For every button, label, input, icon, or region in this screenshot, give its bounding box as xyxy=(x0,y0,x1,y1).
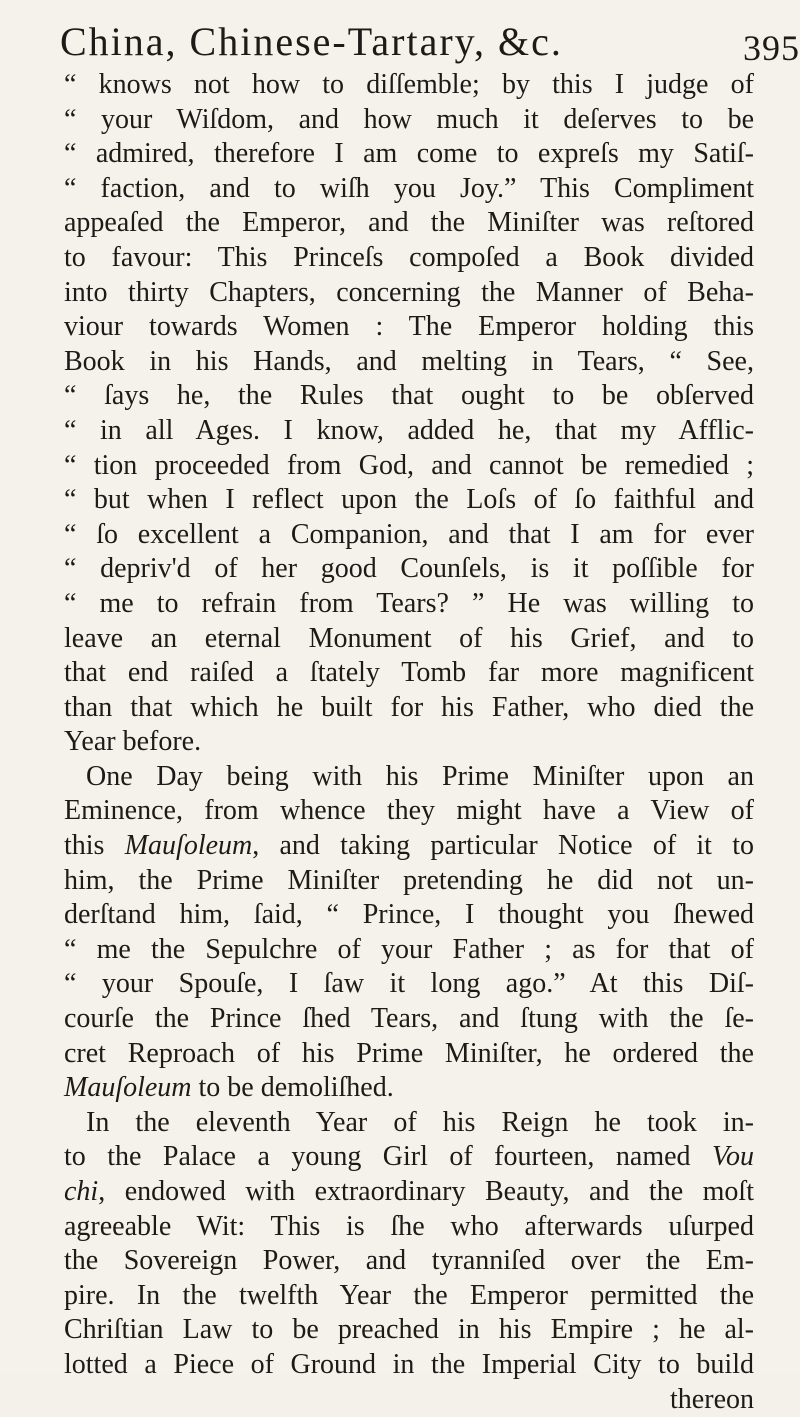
text-line: appeaſed the Emperor, and the Miniſter was reſtored xyxy=(64,207,754,239)
italic-word: chi xyxy=(64,1176,99,1207)
text-line: the Sovereign Power, and tyranniſed over the Em- xyxy=(64,1245,754,1277)
text-line: “ knows not how to diſſemble; by this I judge of xyxy=(64,69,754,100)
page-header xyxy=(60,16,800,68)
text-line: Chriſtian Law to be preached in his Empire ; he al- xyxy=(64,1314,754,1346)
text-fragment: this xyxy=(64,830,125,862)
text-line: him, the Prime Miniſter pretending he did not un- xyxy=(64,864,754,896)
text-line: agreeable Wit: This is ſhe who afterwards uſurped xyxy=(64,1210,754,1242)
running-title: China, Chinese-Tartary, &c. xyxy=(60,19,563,64)
text-line: “ your Spouſe, I ſaw it long ago.” At this Diſ- xyxy=(64,968,754,1000)
text-line: “ admired, therefore I am come to expreſs my Satiſ- xyxy=(64,138,754,170)
italic-word: Mauſoleum xyxy=(124,830,253,862)
text-line: “ but when I reflect upon the Loſs of ſo faithful and xyxy=(64,484,754,516)
text-line: courſe the Prince ſhed Tears, and ſtung with the ſe- xyxy=(64,1003,754,1035)
text-line: than that which he built for his Father, who died the xyxy=(64,691,754,723)
catchword: thereon xyxy=(670,1383,754,1415)
text-line: leave an eternal Monument of his Grief, and to xyxy=(64,622,754,654)
text-line: “ depriv'd of her good Counſels, is it poſſible for xyxy=(64,553,754,585)
text-line: to favour: This Princeſs compoſed a Book divided xyxy=(64,241,754,273)
italic-word: Mauſoleum xyxy=(64,1072,192,1104)
text-line xyxy=(64,1175,754,1210)
text-line: “ tion proceeded from God, and cannot be remedied ; xyxy=(64,449,754,481)
text-fragment: , and taking particular Notice of it to xyxy=(252,830,754,862)
text-line: “ in all Ages. I know, added he, that my Afflic- xyxy=(64,414,754,446)
page-number: 395 xyxy=(743,28,800,68)
text-line: Book in his Hands, and melting in Tears, “ See, xyxy=(64,345,754,377)
text-fragment: , endowed with extraordinary Beauty, and the moſt xyxy=(98,1176,754,1207)
text-line: derſtand him, ſaid, “ Prince, I thought you ſhewed xyxy=(64,899,754,931)
text-line: lotted a Piece of Ground in the Imperial City to build xyxy=(64,1348,754,1380)
text-line: “ me the Sepulchre of your Father ; as for that of xyxy=(64,933,754,965)
text-line: “ me to refrain from Tears? ” He was willing to xyxy=(64,587,754,619)
text-line: pire. In the twelfth Year the Emperor permitted the xyxy=(64,1279,754,1311)
text-line: Eminence, from whence they might have a View of xyxy=(64,795,754,827)
text-line: cret Reproach of his Prime Miniſter, he ordered the xyxy=(64,1037,754,1069)
text-line xyxy=(64,1071,754,1106)
text-line: One Day being with his Prime Miniſter upon an xyxy=(86,760,754,792)
text-line xyxy=(64,1140,754,1175)
text-line: In the eleventh Year of his Reign he took in- xyxy=(86,1106,754,1138)
text-line: Year before. xyxy=(64,726,202,758)
text-line: “ your Wiſdom, and how much it deſerves to be xyxy=(64,103,754,135)
text-line: “ ſays he, the Rules that ought to be obſerved xyxy=(64,380,754,412)
text-line: viour towards Women : The Emperor holding this xyxy=(64,311,754,343)
body-text xyxy=(64,68,754,1417)
italic-word: Vou xyxy=(712,1141,754,1173)
text-line: into thirty Chapters, concerning the Manner of Beha- xyxy=(64,276,754,308)
text-line: that end raiſed a ſtately Tomb far more magnificent xyxy=(64,657,754,689)
text-line: “ faction, and to wiſh you Joy.” This Compliment xyxy=(64,172,754,204)
text-fragment: to the Palace a young Girl of fourteen, named xyxy=(64,1141,712,1173)
text-line: “ ſo excellent a Companion, and that I am for ever xyxy=(64,518,754,550)
text-line xyxy=(64,829,754,864)
text-fragment: to be demoliſhed. xyxy=(191,1072,394,1104)
